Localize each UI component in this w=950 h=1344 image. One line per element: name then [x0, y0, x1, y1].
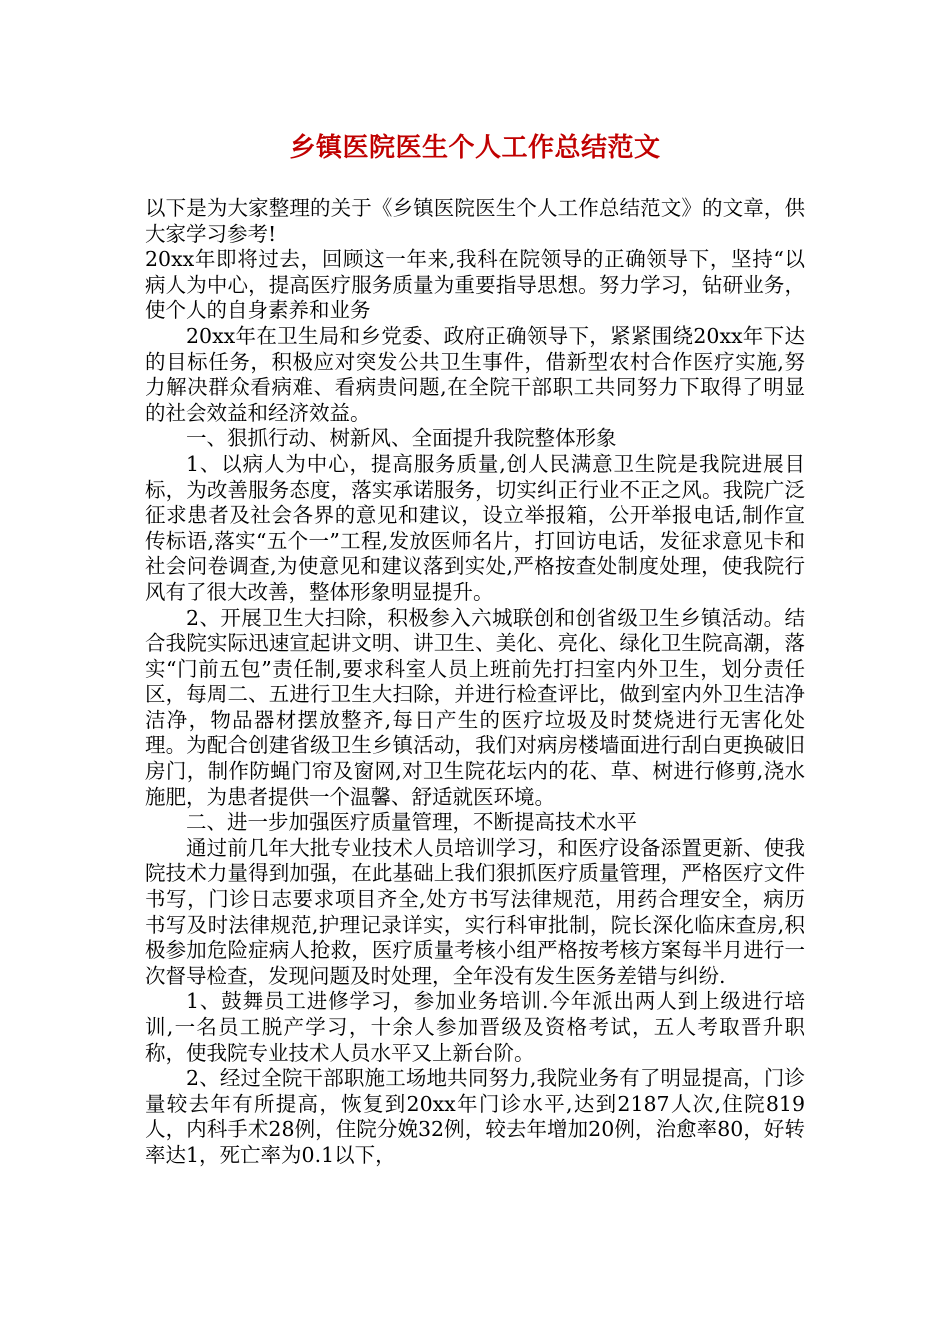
- body-paragraph: 2、开展卫生大扫除，积极参入六城联创和创省级卫生乡镇活动。结合我院实际迅速宣起讲文明、讲卫生、美化、亮化、绿化卫生院高潮，落实“门前五包”责任制,要求科室人员上班前先打扫室内外卫生，划分责任区，每周二、五进行卫生大扫除，并进行检查评比，做到室内外卫生洁净洁净，物品器材摆放整齐,每日产生的医疗垃圾及时焚烧进行无害化处理。为配合创建省级卫生乡镇活动，我们对病房楼墙面进行刮白更换破旧房门，制作防蝇门帘及窗网,对卫生院花坛内的花、草、树进行修剪,浇水施肥，为患者提供一个温馨、舒适就医环境。: [145, 605, 805, 809]
- body-paragraph: 1、鼓舞员工进修学习，参加业务培训.今年派出两人到上级进行培训,一名员工脱产学习，十余人参加晋级及资格考试，五人考取晋升职称，使我院专业技术人员水平又上新台阶。: [145, 989, 805, 1065]
- document-body: [145, 196, 805, 1169]
- body-paragraph: 以下是为大家整理的关于《乡镇医院医生个人工作总结范文》的文章，供大家学习参考!: [145, 196, 805, 246]
- body-paragraph: 20xx年即将过去，回顾这一年来,我科在院领导的正确领导下，坚持“以病人为中心，提高医疗服务质量为重要指导思想。努力学习，钻研业务，使个人的自身素养和业务: [145, 247, 805, 323]
- document-title: 乡镇医院医生个人工作总结范文: [289, 133, 661, 163]
- body-paragraph: 2、经过全院干部职施工场地共同努力,我院业务有了明显提高，门诊量较去年有所提高，恢复到20xx年门诊水平,达到2187人次,住院819 人，内科手术28例，住院分娩32例，较去年增加20例，治愈率80，好转率达1，死亡率为0.1以下，: [145, 1066, 805, 1167]
- body-paragraph: 通过前几年大批专业技术人员培训学习，和医疗设备添置更新、使我院技术力量得到加强，在此基础上我们狠抓医疗质量管理，严格医疗文件书写，门诊日志要求项目齐全,处方书写法律规范，用药合理安全，病历书写及时法律规范,护理记录详实，实行科审批制，院长深化临床查房,积极参加危险症病人抢救，医疗质量考核小组严格按考核方案每半月进行一次督导检查，发现问题及时处理，全年没有发生医务差错与纠纷.: [145, 835, 805, 988]
- body-paragraph: 20xx年在卫生局和乡党委、政府正确领导下，紧紧围绕20xx年下达的目标任务，积极应对突发公共卫生事件，借新型农村合作医疗实施,努力解决群众看病难、看病贵问题,在全院干部职工共同努力下取得了明显的社会效益和经济效益。: [145, 323, 805, 425]
- body-paragraph: 一、狠抓行动、树新风、全面提升我院整体形象: [186, 426, 617, 451]
- body-paragraph: 二、进一步加强医疗质量管理，不断提高技术水平: [186, 810, 637, 835]
- body-paragraph: 1、以病人为中心，提高服务质量,创人民满意卫生院是我院进展目标，为改善服务态度，落实承诺服务，切实纠正行业不正之风。我院广泛征求患者及社会各界的意见和建议，设立举报箱，公开举报电话,制作宣传标语,落实“五个一”工程,发放医师名片，打回访电话，发征求意见卡和社会问卷调查,为使意见和建议落到实处,严格按查处制度处理，使我院行风有了很大改善，整体形象明显提升。: [145, 451, 805, 604]
